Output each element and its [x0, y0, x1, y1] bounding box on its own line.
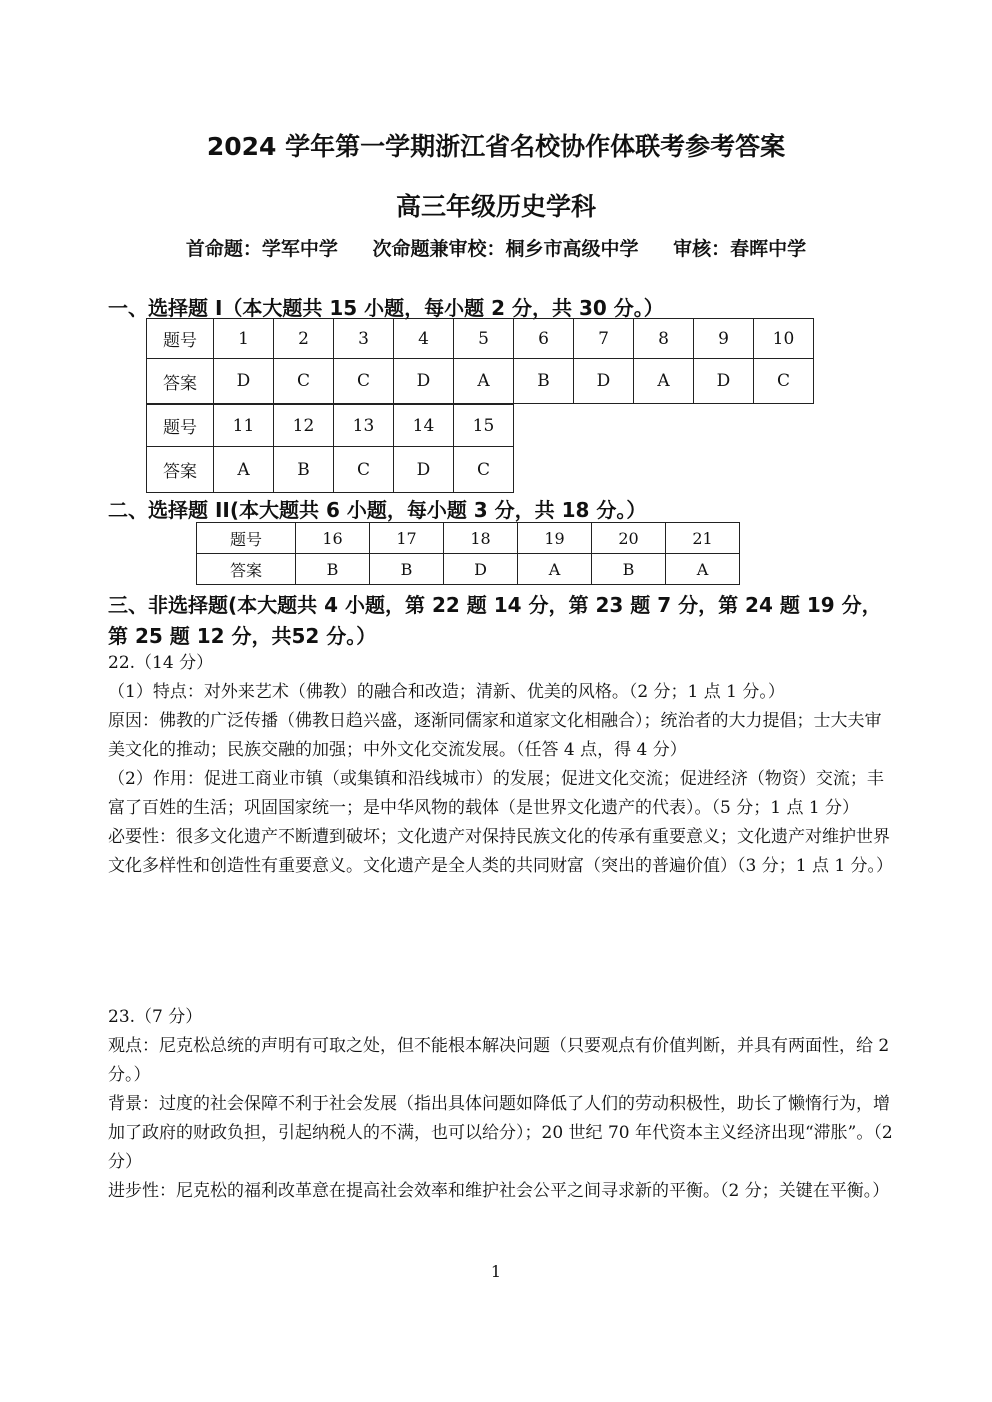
section3-heading: 三、非选择题(本大题共 4 小题，第 22 题 14 分，第 23 题 7 分，第 24 题 19 分，第 25 题 12 分，共52 分。）: [108, 593, 882, 648]
table-cell: C: [754, 359, 814, 404]
question-title: 22.（14 分）: [108, 653, 214, 673]
table-cell: 20: [592, 523, 666, 554]
table-cell: B: [592, 554, 666, 585]
page-title: 2024 学年第一学期浙江省名校协作体联考参考答案: [206, 132, 786, 161]
table-cell: 21: [666, 523, 740, 554]
answer-paragraph: 原因：佛教的广泛传播（佛教日趋兴盛，逐渐同儒家和道家文化相融合）；统治者的大力提倡；士大夫审美文化的推动；民族交融的加强；中外文化交流发展。（任答 4 点，得 4 分）: [108, 711, 882, 760]
table-cell: 15: [454, 405, 514, 447]
row-label: 答案: [147, 447, 214, 493]
table-cell: D: [214, 359, 274, 404]
table-cell: C: [334, 359, 394, 404]
table-cell: 7: [574, 319, 634, 359]
table-cell: A: [634, 359, 694, 404]
answer-paragraph: 必要性：很多文化遗产不断遭到破坏；文化遗产对保持民族文化的传承有重要意义；文化遗产对维护世界文化多样性和创造性有重要意义。文化遗产是全人类的共同财富（突出的普遍价值）（3 分；1 点 1 分。）: [108, 827, 894, 876]
answer-paragraph: 进步性：尼克松的福利改革意在提高社会效率和维护社会公平之间寻求新的平衡。（2 分；关键在平衡。）: [108, 1181, 890, 1201]
table-cell: B: [296, 554, 370, 585]
table-cell: 18: [444, 523, 518, 554]
table-row: [147, 447, 514, 493]
section2-heading: 二、选择题 II(本大题共 6 小题，每小题 3 分，共 18 分。）: [108, 498, 647, 522]
table-cell: A: [454, 359, 514, 404]
table-row: [197, 523, 740, 554]
table-cell: 6: [514, 319, 574, 359]
question-title: 23.（7 分）: [108, 1007, 203, 1027]
table-cell: 10: [754, 319, 814, 359]
row-label: 答案: [197, 554, 296, 585]
table-cell: 8: [634, 319, 694, 359]
byline: [0, 234, 992, 261]
table-cell: D: [394, 447, 454, 493]
table-cell: A: [518, 554, 592, 585]
table-cell: 12: [274, 405, 334, 447]
table-cell: 19: [518, 523, 592, 554]
answer-paragraph: （2）作用：促进工商业市镇（或集镇和沿线城市）的发展；促进文化交流；促进经济（物资）交流；丰富了百姓的生活；巩固国家统一；是中华风物的载体（是世界文化遗产的代表）。（5 分；1 点 1 分）: [108, 769, 884, 818]
answer-table-1-10: [146, 318, 814, 404]
table-cell: D: [694, 359, 754, 404]
table-cell: B: [514, 359, 574, 404]
answer-paragraph: （1）特点：对外来艺术（佛教）的融合和改造；清新、优美的风格。（2 分；1 点 1 分。）: [108, 682, 785, 702]
answer-paragraph: 观点：尼克松总统的声明有可取之处，但不能根本解决问题（只要观点有价值判断，并具有两面性，给 2 分。）: [108, 1036, 890, 1085]
table-cell: 2: [274, 319, 334, 359]
table-cell: C: [334, 447, 394, 493]
table-cell: 11: [214, 405, 274, 447]
question-22-answer: [108, 649, 898, 881]
row-label: 题号: [197, 523, 296, 554]
table-cell: D: [394, 359, 454, 404]
byline-second: 次命题兼审校：桐乡市高级中学: [372, 238, 639, 260]
table-cell: 5: [454, 319, 514, 359]
table-cell: 16: [296, 523, 370, 554]
table-cell: A: [666, 554, 740, 585]
row-label: 题号: [147, 405, 214, 447]
table-cell: C: [454, 447, 514, 493]
table-cell: A: [214, 447, 274, 493]
table-cell: 4: [394, 319, 454, 359]
table-row: [147, 359, 814, 404]
section1-heading: 一、选择题 I（本大题共 15 小题，每小题 2 分，共 30 分。）: [108, 296, 664, 320]
table-cell: B: [370, 554, 444, 585]
answer-table-16-21: [196, 522, 740, 585]
page-number: 1: [490, 1262, 502, 1281]
question-23-answer: [108, 1003, 898, 1206]
row-label: 题号: [147, 319, 214, 359]
table-cell: 3: [334, 319, 394, 359]
byline-first: 首命题：学军中学: [185, 238, 338, 260]
table-cell: 17: [370, 523, 444, 554]
byline-review: 审核：春晖中学: [673, 238, 807, 260]
answer-paragraph: 背景：过度的社会保障不利于社会发展（指出具体问题如降低了人们的劳动积极性，助长了懒惰行为，增加了政府的财政负担，引起纳税人的不满，也可以给分）；20 世纪 70 年代资本主义经济出现“滞胀”。（2 分）: [108, 1094, 893, 1172]
table-cell: 14: [394, 405, 454, 447]
page-subtitle: 高三年级历史学科: [395, 192, 596, 221]
table-row: [197, 554, 740, 585]
table-row: [147, 319, 814, 359]
table-cell: 1: [214, 319, 274, 359]
answer-table-11-15: [146, 404, 514, 493]
table-cell: D: [444, 554, 518, 585]
row-label: 答案: [147, 359, 214, 404]
table-cell: C: [274, 359, 334, 404]
table-cell: 13: [334, 405, 394, 447]
table-row: [147, 405, 514, 447]
table-cell: B: [274, 447, 334, 493]
table-cell: D: [574, 359, 634, 404]
table-cell: 9: [694, 319, 754, 359]
